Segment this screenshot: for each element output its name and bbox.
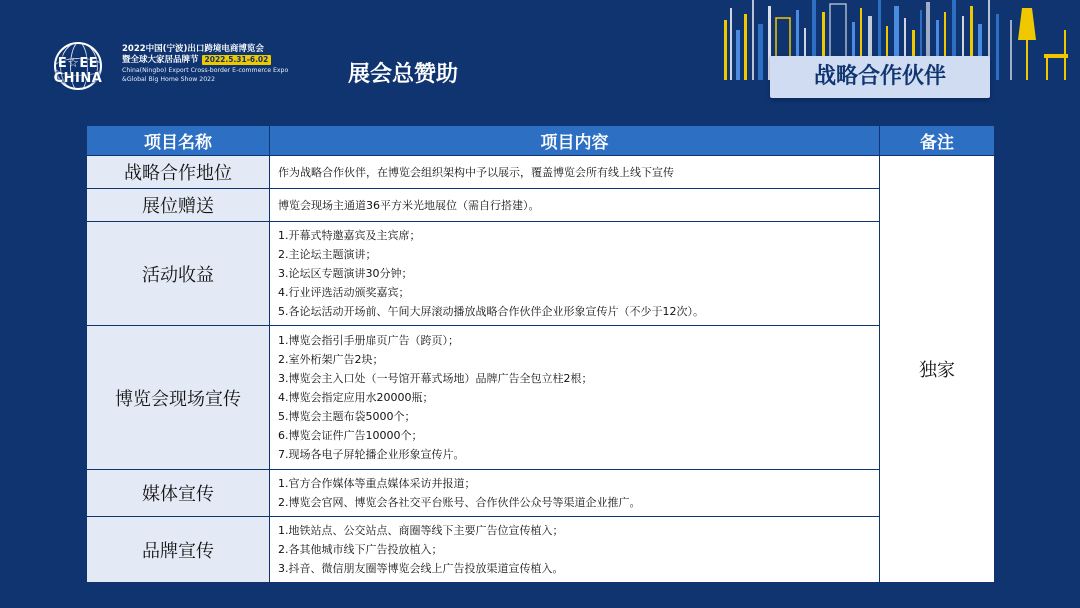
row-name: 品牌宣传 (87, 517, 270, 583)
expo-date-badge: 2022.5.31-6.02 (202, 55, 272, 65)
column-header-item-content: 项目内容 (270, 126, 880, 156)
content-line: 6.博览会证件广告10000个； (278, 429, 423, 442)
content-line: 1.博览会指引手册扉页广告（跨页）； (278, 334, 459, 347)
row-name: 战略合作地位 (87, 156, 270, 189)
content-line: 3.抖音、微信朋友圈等博览会线上广告投放渠道宣传植入。 (278, 562, 564, 575)
content-line: 7.现场各电子屏轮播企业形象宣传片。 (278, 448, 465, 461)
table-row (87, 189, 995, 222)
content-line: 1.地铁站点、公交站点、商圈等线下主要广告位宣传植入； (278, 524, 564, 537)
expo-title-en-line2: &Global Big Home Show 2022 (122, 76, 216, 83)
table-row (87, 470, 995, 517)
row-name: 展位赠送 (87, 189, 270, 222)
expo-info (122, 44, 322, 84)
logo-text: E☆EE CHINA (53, 56, 103, 86)
page-title: 展会总赞助 (348, 62, 459, 87)
row-content (270, 189, 880, 222)
column-header-item-name: 项目名称 (87, 126, 270, 156)
expo-title-en-line1: China(Ningbo) Export Cross-border E-commerce Expo (122, 67, 289, 74)
table-row (87, 517, 995, 583)
column-header-remark: 备注 (880, 126, 995, 156)
table-header-row (87, 126, 995, 156)
row-content (270, 156, 880, 189)
section-badge-label: 战略合作伙伴 (813, 64, 946, 89)
expo-title-line1: 2022中国(宁波)出口跨境电商博览会 (122, 44, 264, 54)
sponsorship-table (86, 125, 995, 583)
row-name: 活动收益 (87, 222, 270, 326)
content-line: 5.博览会主题布袋5000个； (278, 410, 416, 423)
row-name: 博览会现场宣传 (87, 326, 270, 470)
row-content (270, 470, 880, 517)
expo-logo (38, 40, 118, 92)
content-line: 3.论坛区专题演讲30分钟； (278, 267, 413, 280)
section-badge (770, 56, 990, 98)
row-content (270, 517, 880, 583)
row-name: 媒体宣传 (87, 470, 270, 517)
content-line: 4.行业评选活动颁奖嘉宾； (278, 286, 410, 299)
content-line: 1.官方合作媒体等重点媒体采访并报道； (278, 477, 476, 490)
expo-title-line2 (122, 55, 322, 66)
content-line: 3.博览会主入口处（一号馆开幕式场地）品牌广告全包立柱2根； (278, 372, 593, 385)
table-row (87, 326, 995, 470)
remark-cell: 独家 (880, 156, 995, 583)
content-line: 2.主论坛主题演讲； (278, 248, 377, 261)
table-row (87, 156, 995, 189)
row-content (270, 222, 880, 326)
expo-title-line2-text: 暨全球大家居品牌节 (122, 55, 199, 65)
content-line: 作为战略合作伙伴，在博览会组织架构中予以展示，覆盖博览会所有线上线下宣传 (278, 165, 674, 179)
content-line: 博览会现场主通道36平方米光地展位（需自行搭建）。 (278, 198, 540, 212)
table-row (87, 222, 995, 326)
content-line: 1.开幕式特邀嘉宾及主宾席； (278, 229, 421, 242)
content-line: 5.各论坛活动开场前、午间大屏滚动播放战略合作伙伴企业形象宣传片（不少于12次）。 (278, 305, 704, 318)
content-line: 2.室外桁架广告2块； (278, 353, 384, 366)
row-content (270, 326, 880, 470)
content-line: 4.博览会指定应用水20000瓶； (278, 391, 434, 404)
content-line: 2.各其他城市线下广告投放植入； (278, 543, 443, 556)
content-line: 2.博览会官网、博览会各社交平台账号、合作伙伴公众号等渠道企业推广。 (278, 496, 641, 509)
